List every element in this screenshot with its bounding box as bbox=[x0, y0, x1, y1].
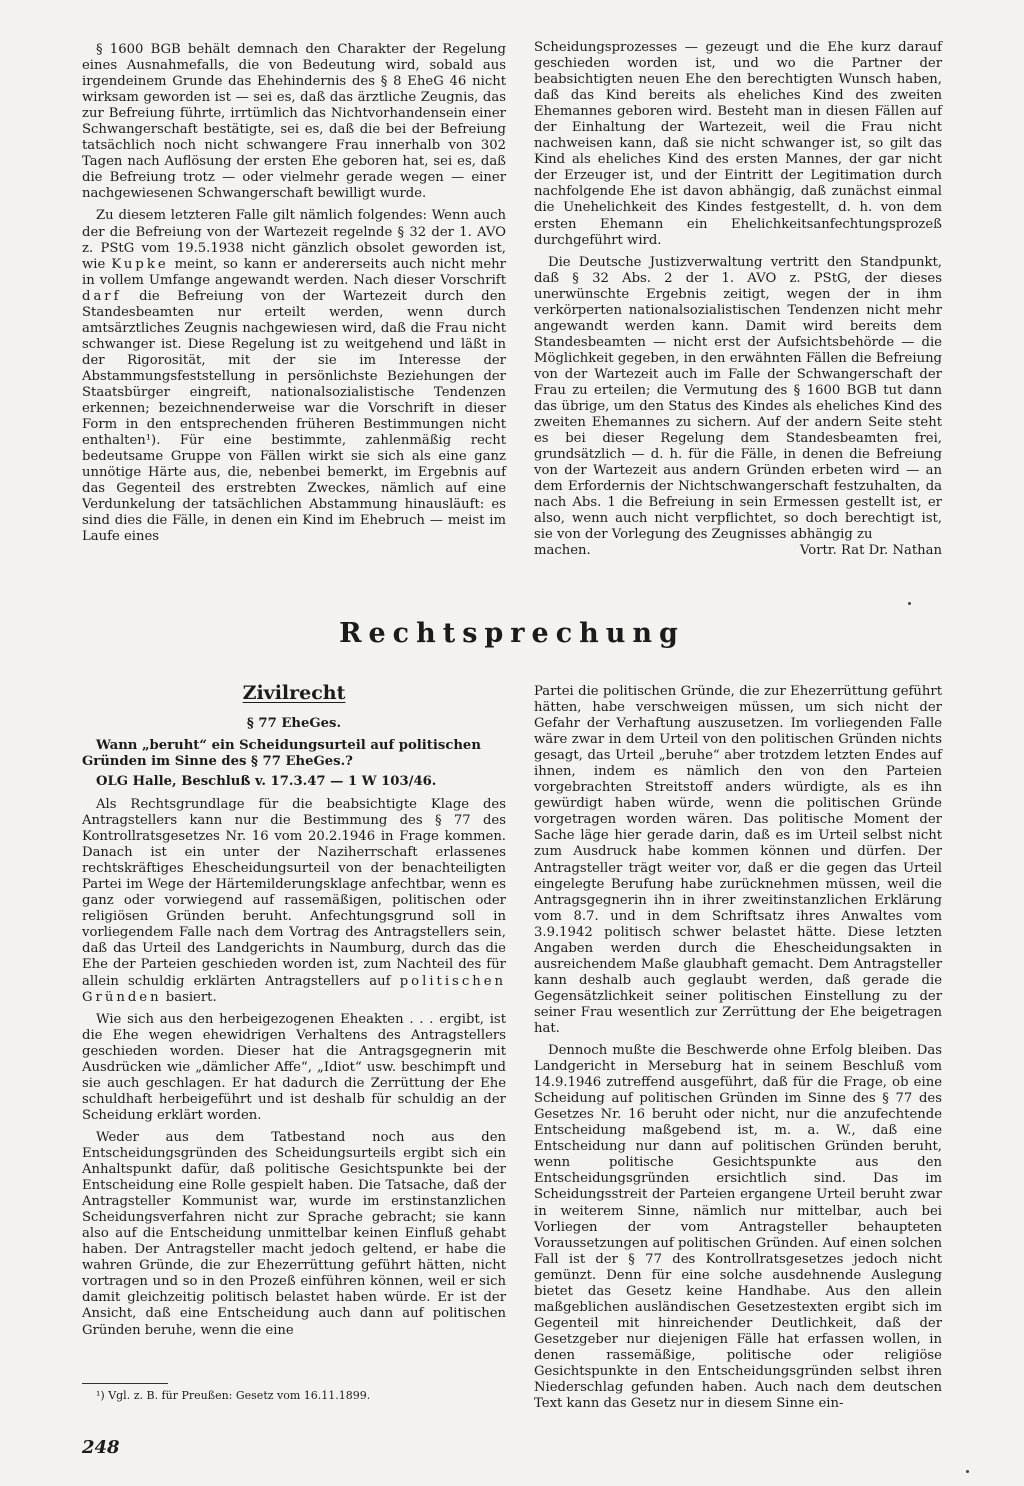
court-citation: OLG Halle, Beschluß v. 17.3.47 — 1 W 103/46. bbox=[96, 774, 437, 790]
case-header bbox=[82, 716, 506, 790]
paragraph: Wie sich aus den herbeigezogenen Eheakten . . . ergibt, ist die Ehe wegen ehewidrigen Verhaltens des Antragstellers geschieden worden. Dieser hat die Antragsgegnerin mit Ausdrücken wie „dämlicher Affe“, „Idiot“ usw. beschimpft und sie auch geschlagen. Er hat dadurch die Zerrüttung der Ehe schuldhaft herbeigeführt und ist deshalb für schuldig an der Scheidung erklärt worden. bbox=[82, 1011, 506, 1123]
signature-line bbox=[534, 543, 942, 559]
emphasized-word: darf bbox=[82, 288, 122, 304]
paragraph: Dennoch mußte die Beschwerde ohne Erfolg bleiben. Das Landgericht in Merseburg hat in seinem Beschluß vom 14.9.1946 zutreffend ausgeführt, daß für die Frage, ob eine Scheidung auf politischen Gründen im Sinne des § 77 des Gesetzes Nr. 16 beruht oder nicht, nur die anzufechtende Entscheidung maßgebend ist, m. a. W., daß eine Entscheidung nur dann auf politischen Gründen beruht, wenn politische Gesichtspunkte aus den Entscheidungsgründen ersichtlich sind. Das im Scheidungsstreit der Parteien ergangene Urteil beruht zwar in weiterem Sinne, nämlich nur mittelbar, auch bei Vorliegen der vom Antragsteller behaupteten Voraussetzungen auf politischen Gründen. Auf einen solchen Fall ist der § 77 des Kontrollratsgesetzes jedoch nicht gemünzt. Denn für eine solche ausdehnende Auslegung bietet das Gesetz keine Handhabe. Aus den allein maßgeblichen ausländischen Gesetzestexten ergibt sich im Gegenteil mit hinreichender Deutlichkeit, daß der Gesetzgeber nur diejenigen Fälle hat erfassen wollen, in denen rassemäßige, politische oder religiöse Gesichtspunkte in den Entscheidungsgründen selbst ihren Niederschlag gefunden haben. Auch nach dem deutschen Text kann das Gesetz nur in diesem Sinne ein- bbox=[534, 1043, 942, 1412]
print-speck bbox=[908, 602, 911, 605]
paragraph: Scheidungsprozesses — gezeugt und die Ehe kurz darauf geschieden worden ist, und wo die Partner der beabsichtigten neuen Ehe den berechtigten Wunsch haben, daß das Kind bereits als eheliches Kind des zweiten Ehemannes geboren wird. Besteht man in diesen Fällen auf der Einhaltung der Wartezeit, weil die Frau nicht nachweisen kann, daß sie nicht schwanger ist, so gilt das Kind als eheliches Kind des ersten Mannes, der gar nicht der Erzeuger ist, und der Eintritt der Legitimation durch nachfolgende Ehe ist davon abhängig, daß zunächst einmal die Unehelichkeit des Kindes festgestellt, d. h. von dem ersten Ehemann ein Ehelichkeitsanfechtungsprozeß durchgeführt wird. bbox=[534, 40, 942, 248]
article-column-top-left bbox=[82, 42, 506, 551]
subsection-title: Zivilrecht bbox=[242, 682, 346, 704]
text-run: Zu diesem letzteren Falle gilt nämlich folgendes: Wenn auch der die Befreiung von der Wartezeit regelnde § 32 der 1. AVO z. PStG vom 19.5.1938 nicht gänzlich obsolet geworden ist, wie bbox=[82, 208, 506, 272]
article-column-bottom-left bbox=[82, 797, 506, 1345]
legal-question: Wann „beruht“ ein Scheidungsurteil auf politischen Gründen im Sinne des § 77 EheGes.? bbox=[82, 738, 481, 770]
text-run: basiert. bbox=[161, 989, 217, 1005]
section-title: Rechtsprechung bbox=[339, 618, 685, 649]
page-number: 248 bbox=[82, 1437, 120, 1458]
text-run: Als Rechtsgrundlage für die beabsichtigte Klage des Antragstellers kann nur die Bestimmung des § 77 des Kontrollratsgesetzes Nr. 16 vom 20.2.1946 in Frage kommen. Danach ist ein unter der Naziherrschaft erlassenes rechtskräftiges Ehescheidungsurteil von der benachteiligten Partei im Wege der Härtemilderungsklage anfechtbar, wenn es ganz oder vorwiegend auf rassemäßigen, politischen oder religiösen Gründen beruht. Anfechtungsgrund soll in vorliegendem Falle nach dem Vortrag des Antragstellers sein, daß das Urteil des Landgerichts in Naumburg, durch das die Ehe der Parteien geschieden worden ist, zum Nachteil des für allein schuldig erklärten Antragstellers auf bbox=[82, 797, 506, 989]
paragraph bbox=[82, 797, 506, 1006]
emphasized-name: Kupke bbox=[111, 256, 169, 272]
paragraph bbox=[82, 208, 506, 545]
last-word: machen. bbox=[534, 543, 591, 559]
footnote-divider bbox=[82, 1383, 168, 1384]
article-column-bottom-right bbox=[534, 684, 942, 1418]
paragraph: Partei die politischen Gründe, die zur Ehezerrüttung geführt hätten, habe verschweigen müssen, um sich nicht der Gefahr der Verhaftung auszusetzen. Im vorliegenden Falle wäre zwar in dem Urteil von den politischen Gründen nichts gesagt, das Urteil „beruhe“ aber trotzdem letzten Endes auf ihnen, indem es nämlich den von den Parteien vorgebrachten Streitstoff anders würdigte, als es ihn gewürdigt haben würde, wenn die politischen Gründe vorgetragen worden wären. Das politische Moment der Sache läge hier gerade darin, daß es im Urteil selbst nicht zum Ausdruck habe kommen können und dürfen. Der Antragsteller trägt weiter vor, daß er die gegen das Urteil eingelegte Berufung habe zurücknehmen müssen, weil die Antragsgegnerin ihn in ihrer zweitinstanzlichen Erklärung vom 8.7. und in dem Schriftsatz ihres Anwaltes vom 3.9.1942 politisch schwer belastet hätte. Diese letzten Angaben werden durch die Ehescheidungsakten in ausreichendem Maße glaubhaft gemacht. Dem Antragsteller kann deshalb auch geglaubt werden, daß gerade die Gegensätzlichkeit seiner politischen Einstellung zu der seiner Frau wesentlich zur Zerrüttung der Ehe beigetragen hat. bbox=[534, 684, 942, 1036]
paragraph: Weder aus dem Tatbestand noch aus den Entscheidungsgründen des Scheidungsurteils ergibt sich ein Anhaltspunkt dafür, daß politische Gesichtspunkte bei der Entscheidung eine Rolle gespielt haben. Die Tatsache, daß der Antragsteller Kommunist war, wurde im erstinstanzlichen Scheidungsverfahren nicht zur Sprache gebracht; sie kann also auf die Entscheidung unmittelbar keinen Einfluß gehabt haben. Der Antragsteller macht jedoch geltend, er habe die wahren Gründe, die zur Ehezerrüttung geführt hätten, nicht vortragen und so in den Prozeß einführen können, weil er sich damit gleichzeitig politisch belastet haben würde. Er ist der Ansicht, daß eine Entscheidung auch dann auf politischen Gründen beruhe, wenn die eine bbox=[82, 1129, 506, 1338]
article-column-top-right bbox=[534, 40, 942, 560]
text-run: die Befreiung von der Wartezeit durch den Standesbeamten nur erteilt werden, wenn durch amtsärztliches Zeugnis nachgewiesen wird, daß die Frau nicht schwanger ist. Diese Regelung ist zu weitgehend und läßt in der Rigorosität, mit der sie im Interesse der Abstammungsfeststellung in persönlichste Beziehungen der Staatsbürger eingreift, nationalsozialistische Tendenzen erkennen; bezeichnenderweise war die Vorschrift in dieser Form in den entsprechenden früheren Bestimmungen nicht enthalten¹). Für eine bestimmte, zahlenmäßig recht bedeutsame Gruppe von Fällen wirkt sie sich als eine ganz unnötige Härte aus, die, nebenbei bemerkt, im Ergebnis auf das Gegenteil des erstrebten Zweckes, nämlich auf eine Verdunkelung der tatsächlichen Abstammung hinausläuft: es sind dies die Fälle, in denen ein Kind im Ehebruch — meist im Laufe eines bbox=[82, 288, 506, 545]
text-run: meint, so kann er andererseits auch nicht mehr in vollem Umfange angewandt werden. Nach dieser Vorschrift bbox=[82, 256, 506, 288]
paragraph: Die Deutsche Justizverwaltung vertritt den Standpunkt, daß § 32 Abs. 2 der 1. AVO z. PStG, der dieses unerwünschte Ergebnis zeitigt, wegen der in ihm verkörperten nationalsozialistischen Tendenzen nicht mehr angewandt werden kann. Damit wird bereits dem Standesbeamten — nicht erst der Aufsichtsbehörde — die Möglichkeit gegeben, in den erwähnten Fällen die Befreiung von der Wartezeit auch im Falle der Schwangerschaft der Frau zu erteilen; die Vermutung des § 1600 BGB tut dann das übrige, um den Status des Kindes als eheliches Kind des zweiten Ehemannes zu sichern. Auf der andern Seite steht es bei dieser Regelung dem Standesbeamten frei, grundsätzlich — d. h. für die Fälle, in denen die Befreiung von der Wartezeit aus andern Gründen erbeten wird — an dem Erfordernis der Nichtschwangerschaft festzuhalten, da nach Abs. 1 die Befreiung in sein Ermessen gestellt ist, er also, wenn auch nicht verpflichtet, so doch berechtigt ist, sie von der Vorlegung des Zeugnisses abhängig zu bbox=[534, 254, 942, 543]
author-signature: Vortr. Rat Dr. Nathan bbox=[799, 543, 942, 559]
paragraph: § 1600 BGB behält demnach den Charakter der Regelung eines Ausnahmefalls, die von Bedeutung wird, sobald aus irgendeinem Grunde das Ehehindernis des § 8 EheG 46 nicht wirksam geworden ist — sei es, daß das ärztliche Zeugnis, das zur Befreiung führte, irrtümlich das Nichtvorhandensein einer Schwangerschaft bestätigte, sei es, daß die bei der Befreiung tatsächlich noch nicht schwangere Frau innerhalb von 302 Tagen nach Auflösung der ersten Ehe geboren hat, sei es, daß die Befreiung trotz — oder vielmehr gerade wegen — einer nachgewiesenen Schwangerschaft bewilligt wurde. bbox=[82, 42, 506, 202]
footnote: ¹) Vgl. z. B. für Preußen: Gesetz vom 16.11.1899. bbox=[96, 1389, 371, 1402]
emphasized-phrase: politischen Gründen bbox=[82, 973, 506, 1005]
statute-reference: § 77 EheGes. bbox=[246, 716, 342, 731]
print-speck bbox=[966, 1470, 969, 1473]
